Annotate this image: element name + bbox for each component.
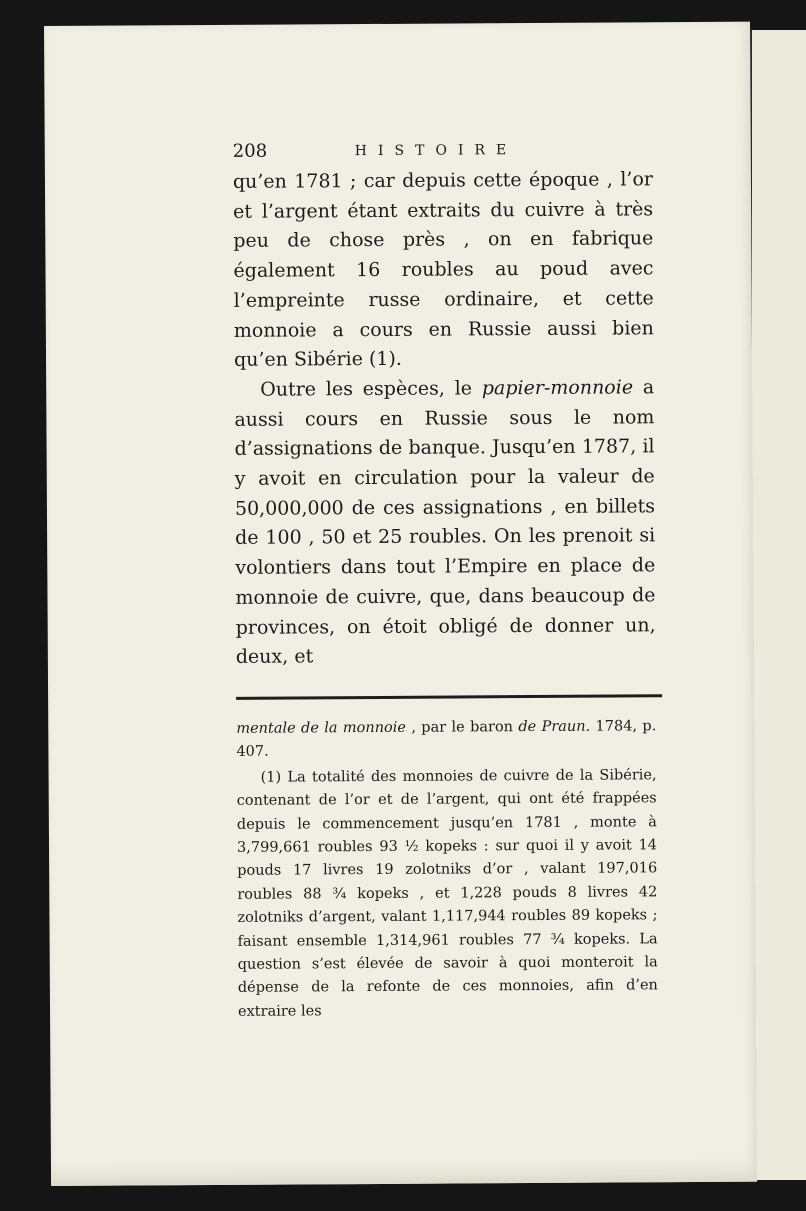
footnote-continued-author: de Praun.: [518, 718, 591, 736]
page-content: [233, 137, 658, 1024]
footnote-continued-end: 1784, p. 407.: [236, 718, 657, 761]
running-head: [233, 137, 653, 164]
footnotes: [236, 715, 658, 1024]
paragraph-2-start: Outre les espèces, le: [260, 377, 482, 401]
footnote-continued-title: mentale de la monnoie: [236, 719, 407, 737]
paragraph-2-term: papier-monnoie: [481, 376, 634, 400]
running-title: HISTOIRE: [354, 142, 518, 160]
paragraph-2-rest: a aussi cours en Russie sous le nom d’assignations de banque. Jusqu’en 1787, il y avoit en circulation pour la valeur de 50,000,000 de ces assignations , en billets de 100 , 50 et 25 roubles. On les prenoit si volontiers dans tout l’Empire en place de monnoie de cuivre, que, dans beaucoup de provinces, on étoit obligé de donner un, deux, et: [234, 376, 656, 669]
paragraph-continuation: qu’en 1781 ; car depuis cette époque , l’or et l’argent étant extraits du cuivre à très peu de chose près , on en fabrique également 16 roubles au poud avec l’empreinte russe ordinaire, et cette monnoie a cours en Russie aussi bien qu’en Sibérie (1).: [232, 168, 654, 372]
footnote-separator-rule: [236, 694, 662, 700]
footnote-continued-mid: , par le baron: [405, 719, 519, 736]
paragraph-paper-money: [234, 373, 656, 673]
footnote-continuation: [236, 715, 656, 764]
body-text: [233, 165, 656, 673]
footnote-1: (1) La totalité des monnoies de cuivre de la Sibérie, contenant de l’or et de l’argent, qui ont été frappées depuis le commencement jusqu’en 1781 , monte à 3,799,661 roubles 93 ½ kopeks : sur quoi il y avoit 14 pouds 17 livres 19 zolotniks d’or , valant 197,016 roubles 88 ¾ kopeks , et 1,228 pouds 8 livres 42 zolotniks d’argent, valant 1,117,944 roubles 89 kopeks ; faisant ensemble 1,314,961 roubles 77 ¾ kopeks. La question s’est élevée de savoir à quoi monteroit la dépense de la refonte de ces monnoies, afin d’en extraire les: [236, 767, 658, 1020]
book-page: [44, 22, 757, 1186]
adjacent-page-edge: [752, 30, 806, 1180]
page-number: 208: [232, 140, 268, 162]
